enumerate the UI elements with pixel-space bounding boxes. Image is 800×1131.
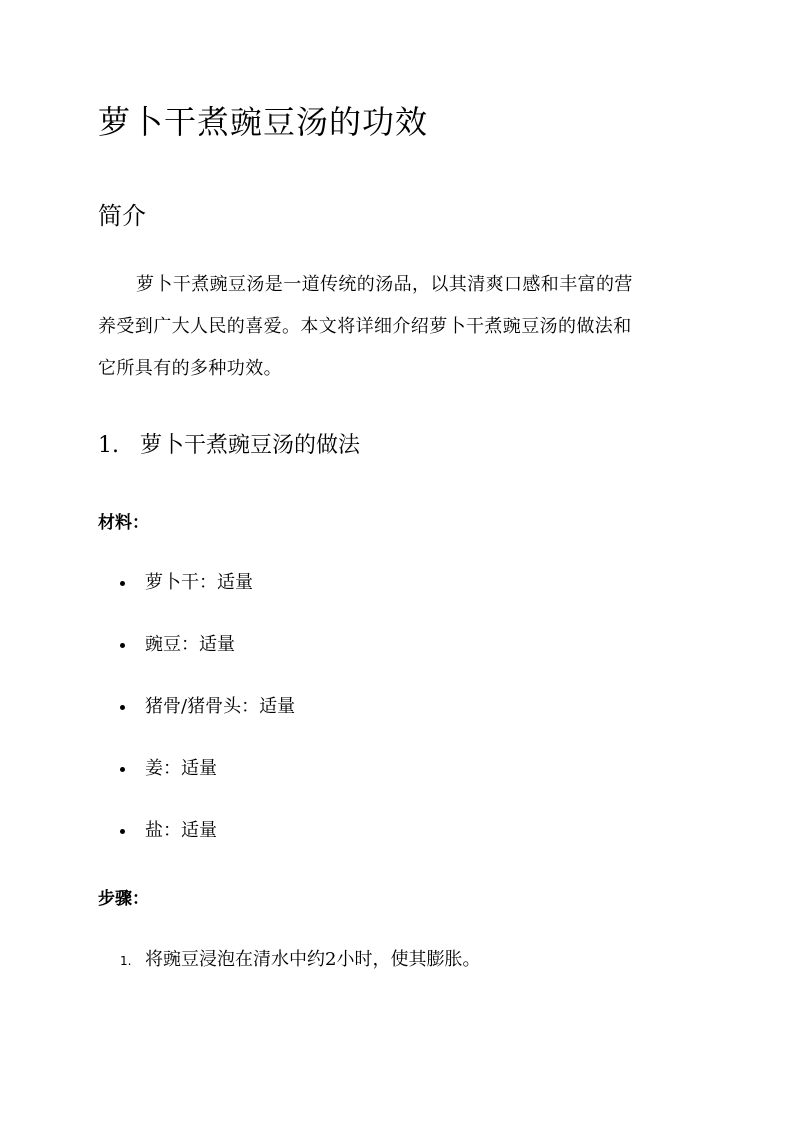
- steps-label: 步骤：: [98, 889, 149, 909]
- document-title: 萝卜干煮豌豆汤的功效: [98, 103, 429, 141]
- bullet-icon: [120, 705, 125, 710]
- intro-line: 养受到广大人民的喜爱。本文将详细介绍萝卜干煮豌豆汤的做法和: [98, 316, 632, 337]
- bullet-icon: [120, 767, 125, 772]
- method-heading-text: 萝卜干煮豌豆汤的做法: [140, 433, 361, 458]
- bullet-icon: [120, 581, 125, 586]
- step-number: 1.: [120, 954, 132, 968]
- step-text: 将豌豆浸泡在清水中约2小时，使其膨胀。: [145, 949, 481, 970]
- intro-paragraph: [98, 264, 704, 390]
- intro-line: 萝卜干煮豌豆汤是一道传统的汤品，以其清爽口感和丰富的营: [136, 274, 633, 295]
- intro-heading: 简介: [98, 202, 146, 230]
- material-text: 姜：适量: [145, 758, 217, 779]
- materials-label: 材料：: [98, 513, 149, 533]
- material-text: 豌豆：适量: [145, 634, 235, 655]
- material-text: 猪骨/猪骨头：适量: [145, 696, 296, 717]
- bullet-icon: [120, 829, 125, 834]
- bullet-icon: [120, 643, 125, 648]
- method-heading: [98, 428, 360, 459]
- material-text: 萝卜干：适量: [145, 572, 253, 593]
- method-heading-number: 1.: [98, 433, 119, 458]
- intro-line: 它所具有的多种功效。: [98, 358, 282, 379]
- material-text: 盐：适量: [145, 820, 217, 841]
